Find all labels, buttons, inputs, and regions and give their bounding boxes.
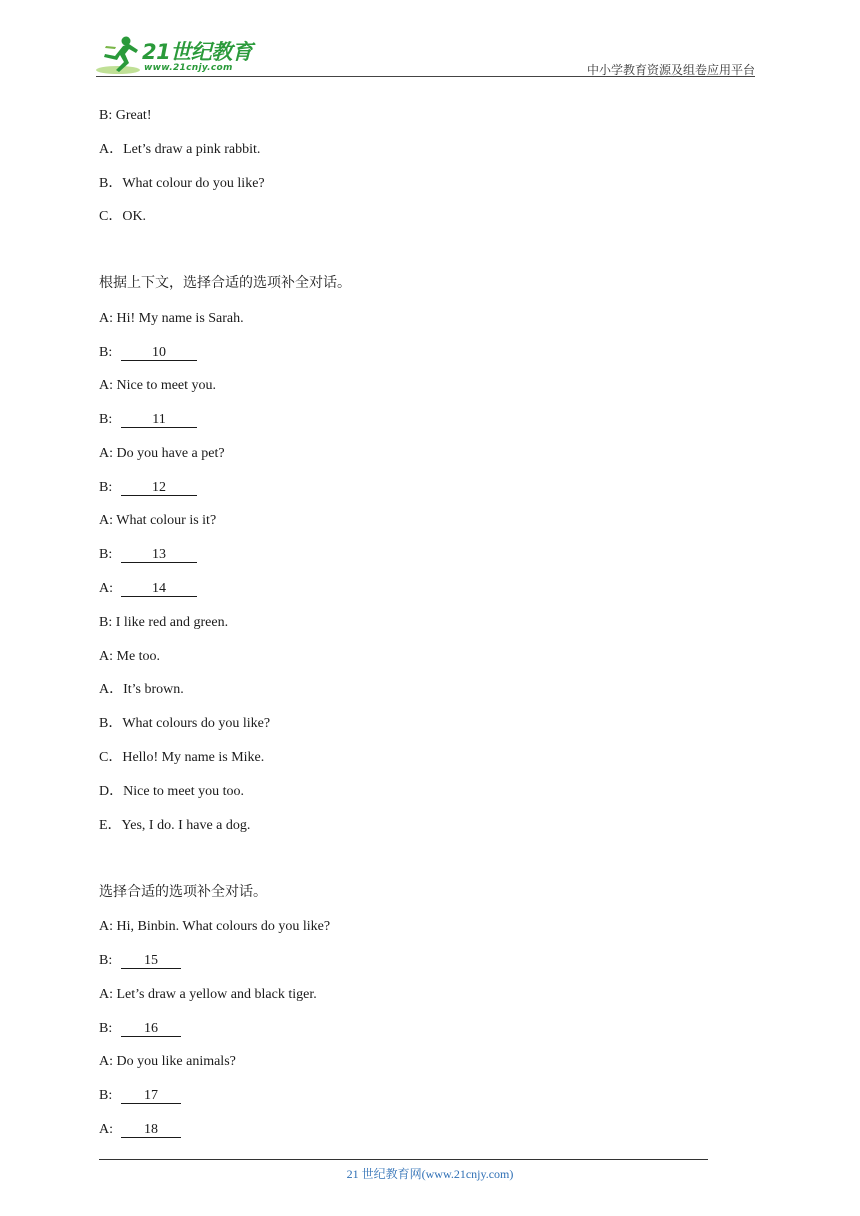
dialogue-line: B: I like red and green. xyxy=(99,615,229,630)
dialogue-blank-line xyxy=(99,546,197,564)
speaker-label: B: xyxy=(99,345,113,360)
option-c: C．Hello! My name is Mike. xyxy=(99,750,265,765)
speaker-label: B: xyxy=(99,1088,113,1103)
speaker-label: B: xyxy=(99,412,113,427)
answer-blank[interactable]: 13 xyxy=(121,548,197,563)
answer-blank[interactable]: 12 xyxy=(121,481,197,496)
header-platform-title: 中小学教育资源及组卷应用平台 xyxy=(586,63,755,77)
header-divider xyxy=(96,76,755,77)
dialogue-line: B: Great! xyxy=(99,108,152,123)
dialogue-line: A: Let’s draw a yellow and black tiger. xyxy=(99,987,317,1002)
speaker-label: B: xyxy=(99,480,113,495)
dialogue-blank-line xyxy=(99,1087,181,1105)
speaker-label: A: xyxy=(99,581,113,596)
answer-blank[interactable]: 15 xyxy=(121,954,181,969)
dialogue-blank-line xyxy=(99,479,197,497)
dialogue-blank-line xyxy=(99,411,197,429)
brand-logo xyxy=(96,34,266,78)
dialogue-line: A: What colour is it? xyxy=(99,513,217,528)
option-e: E．Yes, I do. I have a dog. xyxy=(99,818,251,833)
option-a: A．It’s brown. xyxy=(99,682,184,697)
dialogue-line: A: Hi, Binbin. What colours do you like? xyxy=(99,919,331,934)
dialogue-line: A: Hi! My name is Sarah. xyxy=(99,311,244,326)
option-b: B．What colour do you like? xyxy=(99,176,265,191)
answer-blank[interactable]: 17 xyxy=(121,1089,181,1104)
dialogue-blank-line xyxy=(99,344,197,362)
answer-blank[interactable]: 16 xyxy=(121,1022,181,1037)
footer-link[interactable]: 21 世纪教育网(www.21cnjy.com) xyxy=(346,1167,514,1181)
dialogue-line: A: Do you have a pet? xyxy=(99,446,225,461)
answer-blank[interactable]: 18 xyxy=(121,1123,181,1138)
dialogue-line: A: Do you like animals? xyxy=(99,1054,236,1069)
dialogue-blank-line xyxy=(99,952,181,970)
dialogue-line: A: Nice to meet you. xyxy=(99,378,217,393)
dialogue-blank-line xyxy=(99,1020,181,1038)
option-a: A．Let’s draw a pink rabbit. xyxy=(99,142,261,157)
speaker-label: B: xyxy=(99,953,113,968)
dialogue-line: A: Me too. xyxy=(99,649,161,664)
brand-name: 21世纪教育 xyxy=(142,40,253,64)
speaker-label: A: xyxy=(99,1122,113,1137)
answer-blank[interactable]: 14 xyxy=(121,582,197,597)
option-c: C．OK. xyxy=(99,209,147,224)
dialogue-blank-line xyxy=(99,1121,181,1139)
section-instruction: 根据上下文，选择合适的选项补全对话。 xyxy=(99,276,351,291)
runner-logo-icon xyxy=(96,34,144,78)
option-d: D．Nice to meet you too. xyxy=(99,784,245,799)
dialogue-blank-line xyxy=(99,580,197,598)
footer-divider xyxy=(99,1159,708,1160)
answer-blank[interactable]: 11 xyxy=(121,413,197,428)
option-b: B．What colours do you like? xyxy=(99,716,271,731)
brand-url: www.21cnjy.com xyxy=(144,63,233,73)
section-instruction: 选择合适的选项补全对话。 xyxy=(99,885,267,900)
answer-blank[interactable]: 10 xyxy=(121,346,197,361)
speaker-label: B: xyxy=(99,1021,113,1036)
speaker-label: B: xyxy=(99,547,113,562)
